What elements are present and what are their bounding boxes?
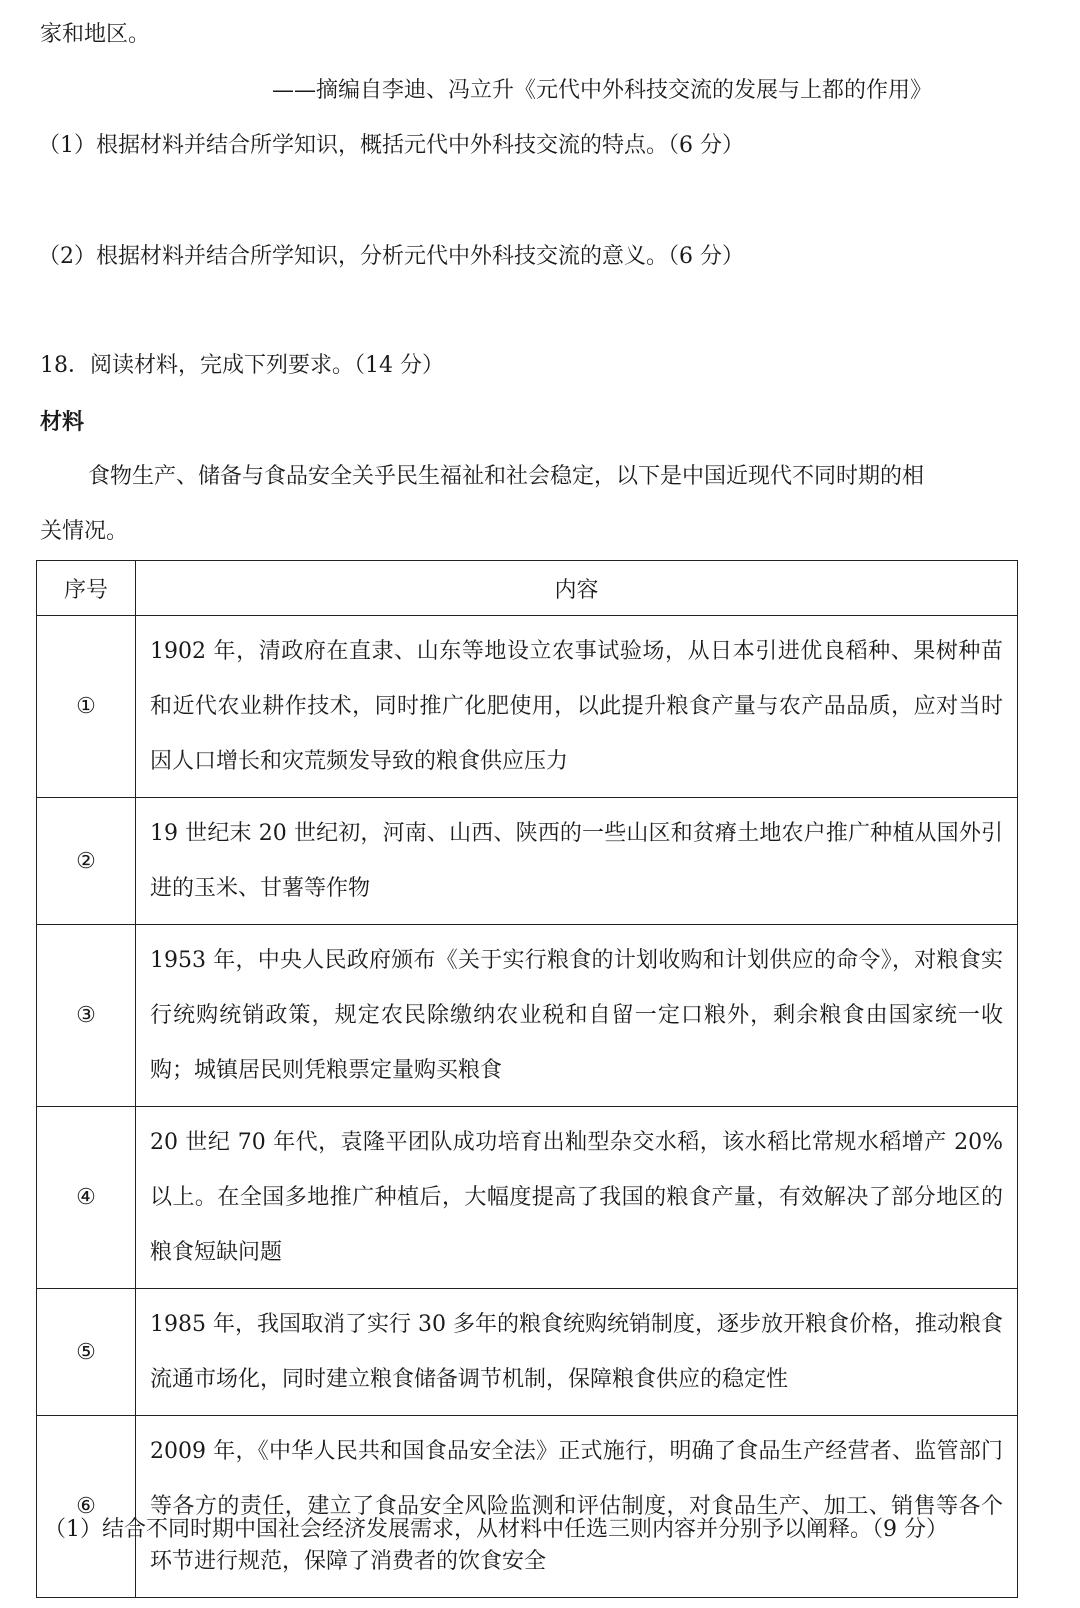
question-18-1: （1）结合不同时期中国社会经济发展需求，从材料中任选三则内容并分别予以阐释。（9 分） bbox=[44, 1517, 948, 1542]
question-18-title: 18．阅读材料，完成下列要求。（14 分） bbox=[40, 353, 444, 378]
material-intro-line-1: 食物生产、储备与食品安全关乎民生福祉和社会稳定，以下是中国近现代不同时期的相 bbox=[88, 464, 925, 489]
material-table bbox=[36, 560, 1018, 1598]
row-content: 1985 年，我国取消了实行 30 多年的粮食统购统销制度，逐步放开粮食价格，推动粮食流通市场化，同时建立粮食储备调节机制，保障粮食供应的稳定性 bbox=[136, 1289, 1018, 1416]
table-row bbox=[37, 1289, 1018, 1416]
row-number: ① bbox=[37, 616, 136, 798]
table-header-number: 序号 bbox=[37, 561, 136, 616]
row-number: ⑥ bbox=[37, 1416, 136, 1598]
table-header-row bbox=[37, 561, 1018, 616]
row-number: ③ bbox=[37, 925, 136, 1107]
row-content: 2009 年，《中华人民共和国食品安全法》正式施行，明确了食品生产经营者、监管部门等各方的责任，建立了食品安全风险监测和评估制度，对食品生产、加工、销售等各个环节进行规范，保障了消费者的饮食安全 bbox=[136, 1416, 1018, 1598]
intro-tail: 家和地区。 bbox=[40, 22, 151, 47]
table-row bbox=[37, 1107, 1018, 1289]
question-17-2: （2）根据材料并结合所学知识，分析元代中外科技交流的意义。（6 分） bbox=[38, 244, 744, 269]
table-header-content: 内容 bbox=[136, 561, 1018, 616]
row-content: 20 世纪 70 年代，袁隆平团队成功培育出籼型杂交水稻，该水稻比常规水稻增产 20%以上。在全国多地推广种植后，大幅度提高了我国的粮食产量，有效解决了部分地区的粮食短缺问题 bbox=[136, 1107, 1018, 1289]
material-intro-line-2: 关情况。 bbox=[40, 519, 129, 544]
row-number: ② bbox=[37, 798, 136, 925]
row-number: ④ bbox=[37, 1107, 136, 1289]
table-row bbox=[37, 1416, 1018, 1598]
row-number: ⑤ bbox=[37, 1289, 136, 1416]
table-row bbox=[37, 798, 1018, 925]
table-row bbox=[37, 925, 1018, 1107]
citation: ——摘编自李迪、冯立升《元代中外科技交流的发展与上都的作用》 bbox=[272, 78, 933, 103]
row-content: 1902 年，清政府在直隶、山东等地设立农事试验场，从日本引进优良稻种、果树种苗和近代农业耕作技术，同时推广化肥使用，以此提升粮食产量与农产品品质，应对当时因人口增长和灾荒频发导致的粮食供应压力 bbox=[136, 616, 1018, 798]
row-content: 1953 年，中央人民政府颁布《关于实行粮食的计划收购和计划供应的命令》，对粮食实行统购统销政策，规定农民除缴纳农业税和自留一定口粮外，剩余粮食由国家统一收购；城镇居民则凭粮票定量购买粮食 bbox=[136, 925, 1018, 1107]
material-label: 材料 bbox=[40, 409, 85, 435]
row-content: 19 世纪末 20 世纪初，河南、山西、陕西的一些山区和贫瘠土地农户推广种植从国外引进的玉米、甘薯等作物 bbox=[136, 798, 1018, 925]
question-17-1: （1）根据材料并结合所学知识，概括元代中外科技交流的特点。（6 分） bbox=[38, 133, 744, 158]
table-row bbox=[37, 616, 1018, 798]
